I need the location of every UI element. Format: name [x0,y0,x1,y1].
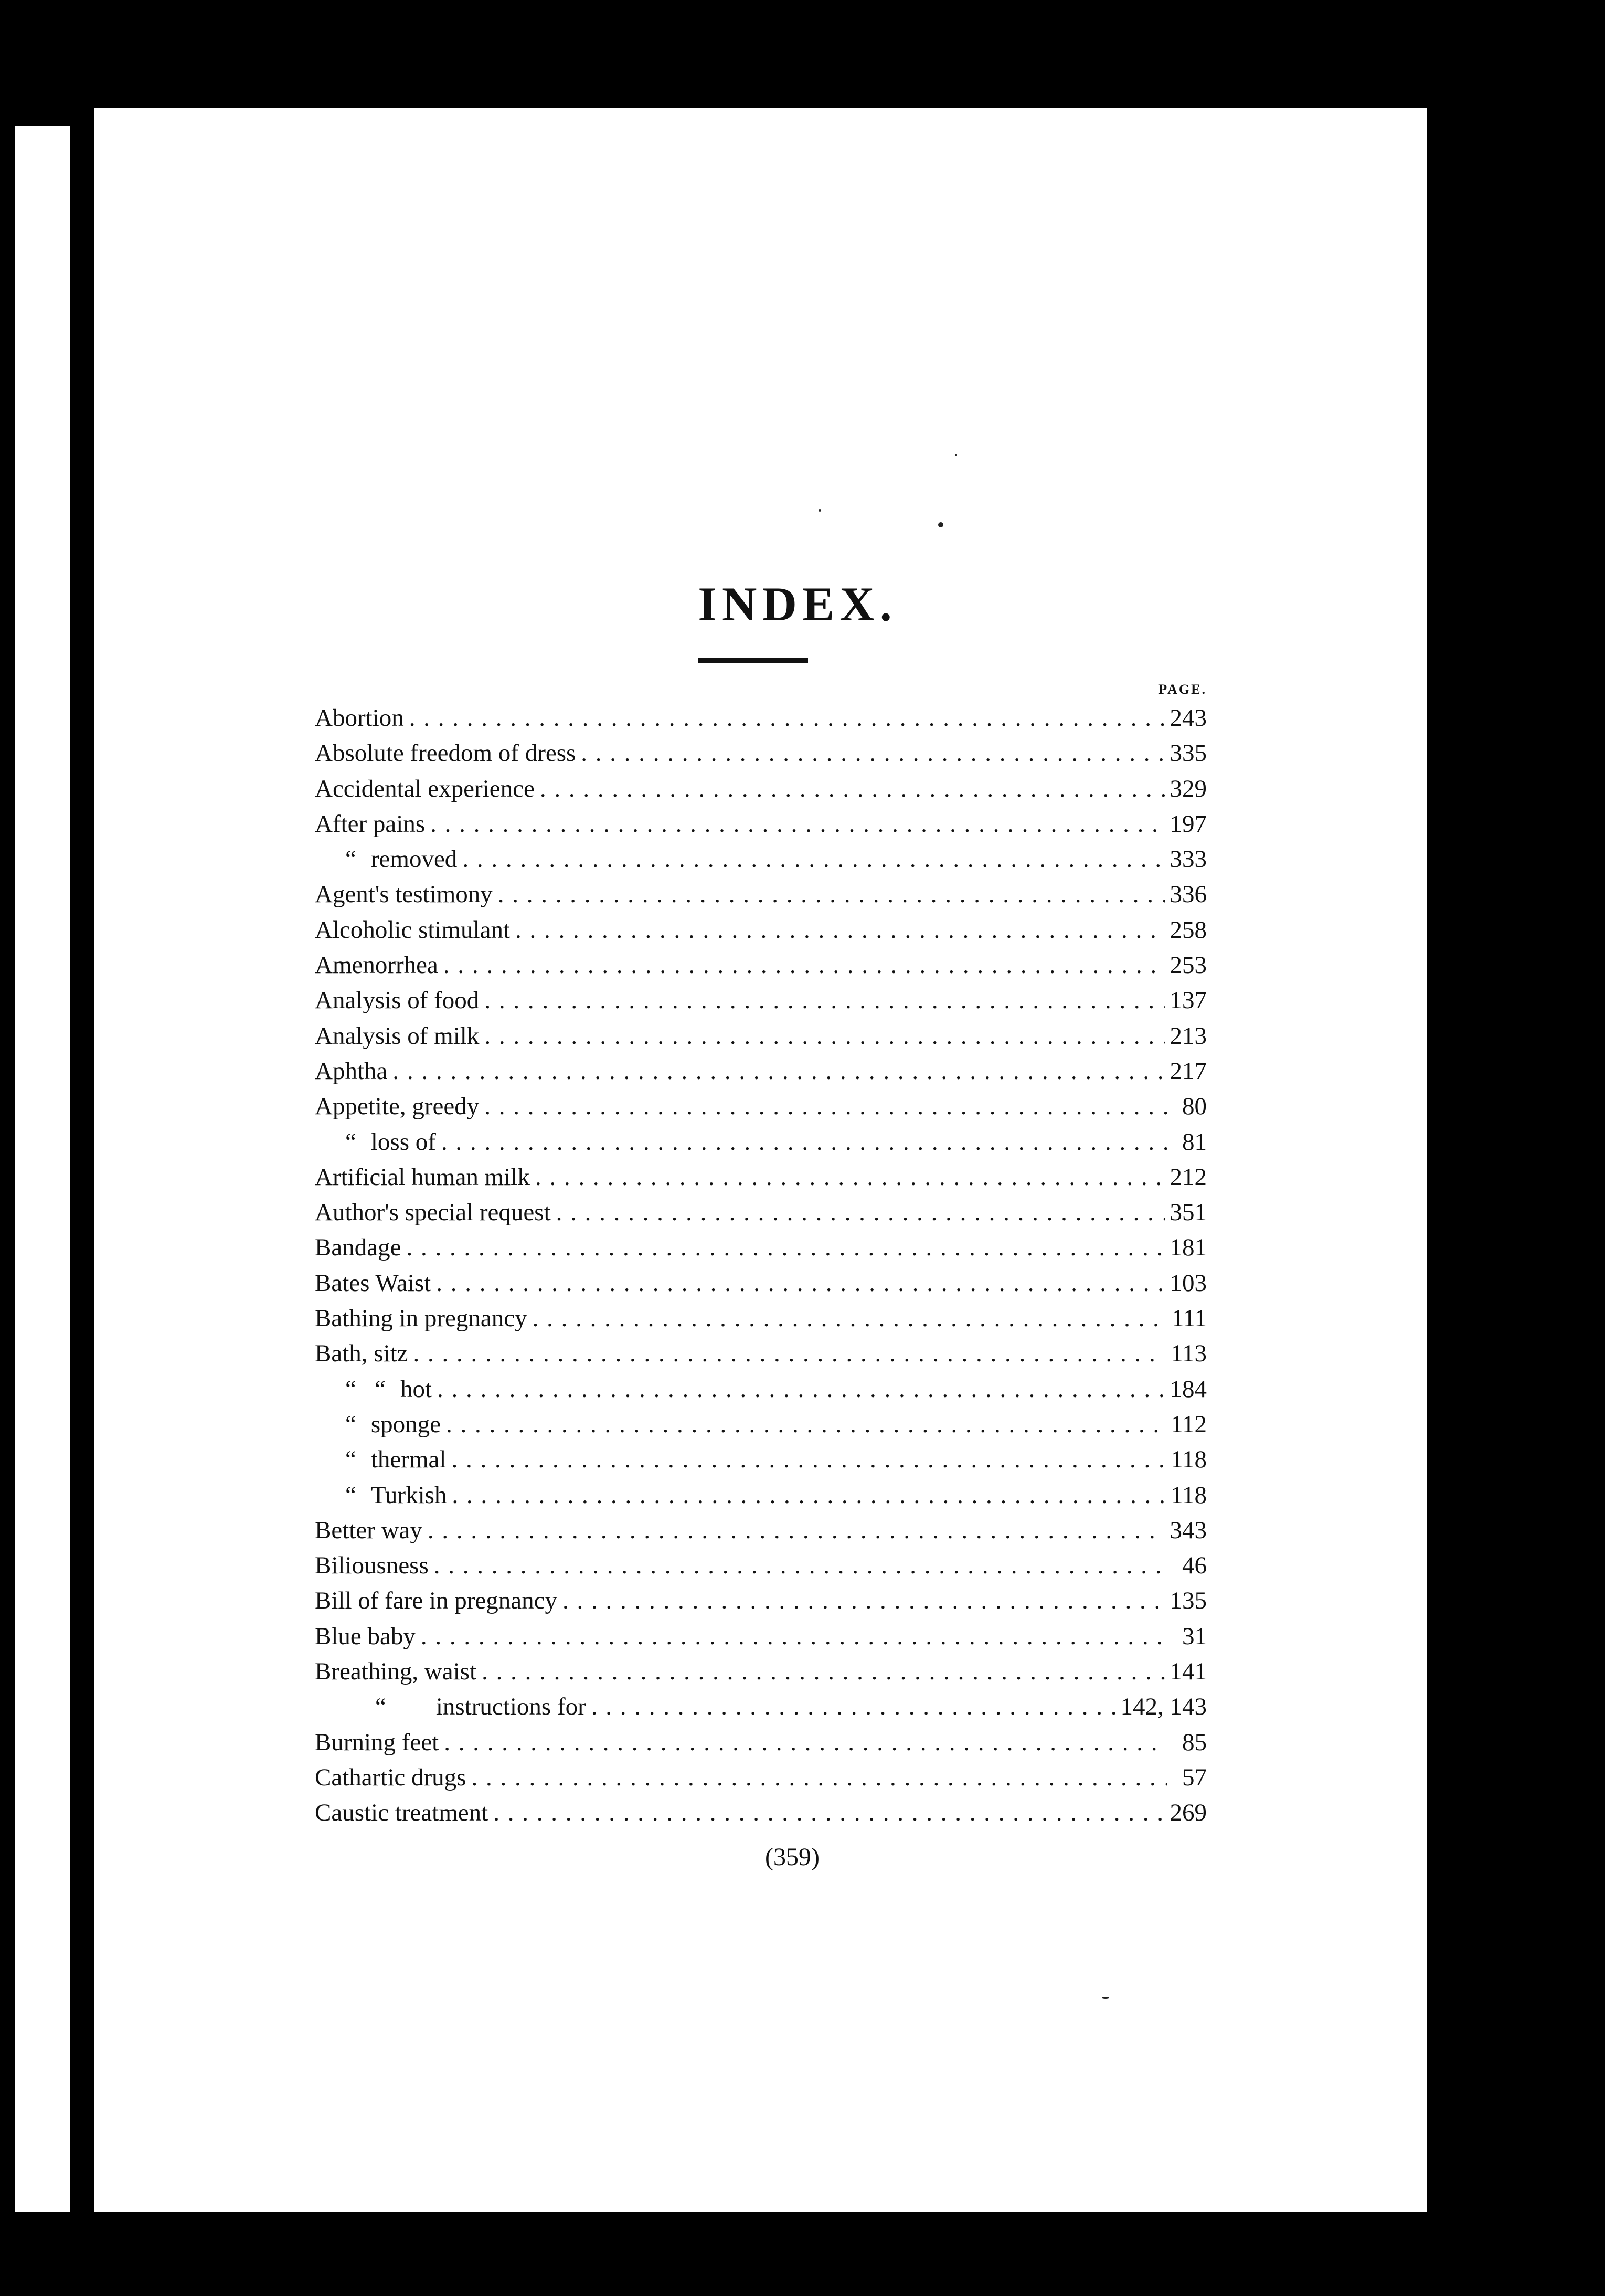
entry-page-number: 212 [1170,1163,1207,1191]
dot-leader [556,1195,1165,1230]
dot-leader [581,736,1164,771]
entry-page-number: 329 [1170,775,1207,802]
entry-page-number: 31 [1182,1622,1207,1650]
adjacent-page-edge [15,126,70,2212]
entry-term: removed [370,845,458,873]
index-entry [315,1478,1207,1513]
entry-page-number: 184 [1170,1375,1207,1403]
index-entry [315,913,1207,948]
ink-speck [819,509,821,512]
entry-page-number: 135 [1170,1587,1207,1615]
index-entry [315,1407,1207,1442]
entry-page-number: 243 [1170,704,1207,732]
entry-page-number: 253 [1170,951,1207,979]
index-entry [315,1513,1207,1548]
entry-page-number: 351 [1170,1199,1207,1226]
entry-term: After pains [315,810,426,838]
entry-page-number: 142, 143 [1120,1693,1207,1721]
entry-term: Agent's testimony [315,881,493,908]
entry-page-number: 335 [1170,739,1207,767]
entry-page-number: 85 [1182,1728,1207,1756]
index-entry [315,1583,1207,1618]
dot-leader [540,771,1165,807]
entry-term: Bates Waist [315,1269,431,1297]
entry-term: Cathartic drugs [315,1763,466,1791]
dot-leader [428,1513,1165,1548]
ditto-mark: “ “ [345,1375,386,1403]
entry-term: Breathing, waist [315,1658,477,1686]
entry-term: Author's special request [315,1199,551,1226]
dot-leader [437,1372,1164,1407]
entry-page-number: 57 [1182,1763,1207,1791]
index-entry [315,1230,1207,1265]
index-entry [315,1089,1207,1124]
index-entries [315,701,1207,1831]
entry-page-number: 111 [1171,1305,1207,1332]
index-entry [315,1795,1207,1831]
entry-term: Analysis of food [315,987,480,1014]
ditto-mark: “ [345,1446,356,1474]
index-entry [315,1195,1207,1230]
dot-leader [482,1654,1164,1689]
entry-page-number: 103 [1170,1269,1207,1297]
entry-page-number: 336 [1170,881,1207,908]
entry-page-number: 269 [1170,1799,1207,1827]
entry-page-number: 46 [1182,1552,1207,1580]
ink-speck [1102,1997,1109,1999]
index-entry [315,1301,1207,1336]
index-entry [315,701,1207,736]
entry-page-number: 112 [1171,1410,1207,1438]
entry-page-number: 81 [1182,1128,1207,1156]
dot-leader [471,1760,1167,1795]
entry-page-number: 217 [1170,1057,1207,1085]
index-entry [315,877,1207,912]
entry-term: Absolute freedom of dress [315,739,576,767]
index-entry [315,1442,1207,1477]
dot-leader [533,1301,1166,1336]
ditto-mark: “ [345,845,356,873]
dot-leader [591,1689,1115,1724]
dot-leader [451,1442,1165,1477]
entry-term: Turkish [370,1481,447,1509]
index-entry [315,1689,1207,1724]
entry-page-number: 118 [1171,1446,1207,1474]
index-content [315,577,1207,1871]
dot-leader [441,1125,1167,1160]
dot-leader [443,948,1165,983]
entry-term: Caustic treatment [315,1799,488,1827]
dot-leader [462,842,1164,877]
entry-page-number: 80 [1182,1093,1207,1120]
ditto-mark: “ [345,1128,356,1156]
entry-page-number: 197 [1170,810,1207,838]
dot-leader [484,1089,1167,1124]
entry-term: hot [400,1375,432,1403]
entry-term: Bandage [315,1234,401,1262]
dot-leader [430,807,1164,842]
ditto-mark: “ [345,1410,356,1438]
entry-page-number: 213 [1170,1022,1207,1050]
entry-term: Bill of fare in pregnancy [315,1587,557,1615]
index-entry [315,1054,1207,1089]
page-column-label: PAGE. [1158,682,1207,697]
index-entry [315,1725,1207,1760]
ditto-mark: “ [345,1481,356,1509]
entry-term: Burning feet [315,1728,439,1756]
entry-term: Appetite, greedy [315,1093,480,1120]
dot-leader [409,701,1165,736]
entry-page-number: 343 [1170,1516,1207,1544]
index-entry [315,1372,1207,1407]
dot-leader [434,1548,1167,1583]
entry-page-number: 333 [1170,845,1207,873]
dot-leader [498,877,1165,912]
page-title: INDEX. [698,577,897,631]
index-entry [315,948,1207,983]
entry-term: Alcoholic stimulant [315,916,511,944]
entry-term: instructions for [435,1693,586,1721]
index-entry [315,1160,1207,1195]
entry-term: Analysis of milk [315,1022,480,1050]
index-entry [315,983,1207,1018]
entry-term: thermal [370,1446,447,1474]
entry-page-number: 137 [1170,987,1207,1014]
entry-term: Blue baby [315,1622,416,1650]
entry-term: Artificial human milk [315,1163,530,1191]
entry-term: Bath, sitz [315,1340,408,1368]
dot-leader [421,1619,1167,1654]
entry-page-number: 141 [1170,1658,1207,1686]
entry-term: Biliousness [315,1552,429,1580]
ink-speck [955,454,957,456]
dot-leader [484,983,1164,1018]
dot-leader [436,1266,1164,1301]
entry-term: sponge [370,1410,441,1438]
entry-term: Aphtha [315,1057,388,1085]
entry-page-number: 113 [1171,1340,1207,1368]
index-entry [315,1760,1207,1795]
entry-page-number: 181 [1170,1234,1207,1262]
entry-term: loss of [370,1128,436,1156]
dot-leader [515,913,1164,948]
entry-page-number: 258 [1170,916,1207,944]
dot-leader [446,1407,1165,1442]
index-entry [315,1336,1207,1371]
page-number: (359) [765,1843,820,1871]
index-entry [315,1619,1207,1654]
dot-leader [444,1725,1167,1760]
index-entry [315,1125,1207,1160]
entry-term: Accidental experience [315,775,535,802]
index-entry [315,1548,1207,1583]
dot-leader [452,1478,1165,1513]
dot-leader [413,1336,1166,1371]
index-entry [315,842,1207,877]
entry-term: Amenorrhea [315,951,438,979]
index-entry [315,1019,1207,1054]
ditto-mark: “ [375,1693,386,1721]
index-entry [315,1266,1207,1301]
entry-term: Bathing in pregnancy [315,1305,527,1332]
index-entry [315,1654,1207,1689]
entry-term: Abortion [315,704,404,732]
dot-leader [484,1019,1164,1054]
dot-leader [392,1054,1164,1089]
index-entry [315,736,1207,771]
index-entry [315,807,1207,842]
ink-speck [938,522,943,527]
dot-leader [406,1230,1164,1265]
dot-leader [493,1795,1164,1831]
entry-page-number: 118 [1171,1481,1207,1509]
dot-leader [562,1583,1165,1618]
index-entry [315,771,1207,807]
title-rule [698,658,808,663]
entry-term: Better way [315,1516,422,1544]
dot-leader [535,1160,1165,1195]
